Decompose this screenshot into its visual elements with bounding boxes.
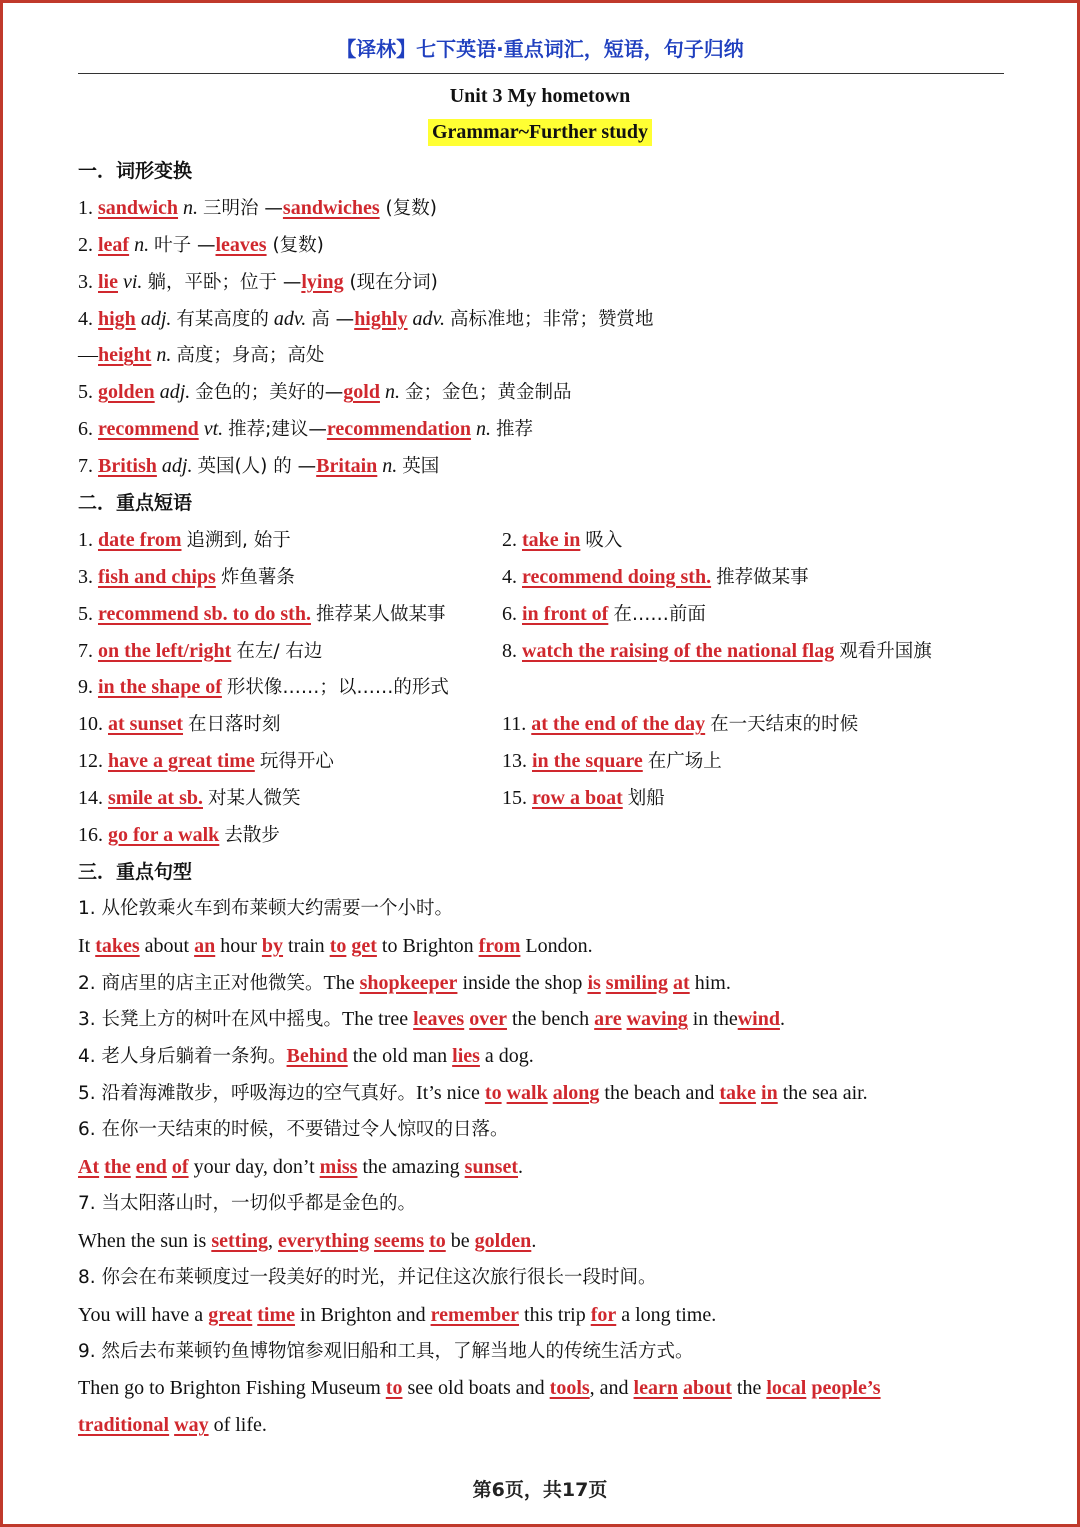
sentence-text: . <box>518 1156 524 1179</box>
section-subtitle: Grammar~Further study <box>428 119 652 146</box>
phrase-item: 13. in the square 在广场上 <box>502 750 722 773</box>
word-form-item: 3. lie vi. 躺，平卧；位于 —lying (现在分词) <box>78 270 438 293</box>
sentence-chinese: 9. 然后去布莱顿钓鱼博物馆参观旧船和工具，了解当地人的传统生活方式。 <box>78 1340 694 1362</box>
content <box>78 153 1018 1444</box>
answer: way <box>174 1414 209 1437</box>
section-word-forms-heading: 一．词形变换 <box>78 160 193 182</box>
answer: great <box>208 1303 253 1326</box>
word-form-item: 4. high adj. 有某高度的 adv. 高 —highly adv. 高标准地；非常；赞赏地 <box>78 307 654 330</box>
answer: Britain <box>316 455 378 478</box>
phrase-row <box>78 669 1018 706</box>
answer: British <box>98 455 157 478</box>
answer: sandwich <box>98 196 179 219</box>
answer: get <box>351 934 377 957</box>
sentence-text: the bench <box>506 1008 595 1031</box>
sentence-text: the beach and <box>599 1082 720 1105</box>
answer: recommendation <box>326 418 471 441</box>
phrase-item: 14. smile at sb. 对某人微笑 <box>78 787 301 810</box>
phrase-item: 8. watch the raising of the national flag 观看升国旗 <box>502 639 932 662</box>
sentence-chinese: 6. 在你一天结束的时候，不要错过令人惊叹的日落。 <box>78 1119 509 1141</box>
sentence-english <box>78 1149 1018 1186</box>
answer: the <box>104 1156 131 1179</box>
answer: miss <box>319 1156 358 1179</box>
phrase-item: 11. at the end of the day 在一天结束的时候 <box>502 713 859 736</box>
answer: leaf <box>98 233 130 256</box>
sentence-text: . <box>779 1008 785 1031</box>
answer: traditional <box>78 1414 170 1437</box>
phrase-item: 6. in front of 在……前面 <box>502 602 706 625</box>
section-sentences-heading: 三．重点句型 <box>78 860 193 883</box>
header-divider <box>78 73 1004 74</box>
answer: time <box>257 1303 296 1326</box>
answer: about <box>682 1377 732 1400</box>
answer: walk <box>506 1082 548 1105</box>
answer: at <box>673 971 690 994</box>
answer: take <box>719 1082 757 1105</box>
answer: is <box>587 971 601 994</box>
answer: seems <box>374 1229 425 1252</box>
sentence-text: It <box>78 934 96 957</box>
phrase-row <box>78 633 1018 670</box>
sentence-text: in Brighton and <box>295 1303 431 1326</box>
sentence-text: hour <box>215 934 262 957</box>
sentence-text: in the <box>687 1008 738 1031</box>
phrase-item: 4. recommend doing sth. 推荐做某事 <box>502 565 809 588</box>
phrase-row <box>78 596 1018 633</box>
answer: takes <box>95 934 140 957</box>
answer: high <box>98 307 136 330</box>
sentence-text: the amazing <box>357 1156 465 1179</box>
answer: to <box>385 1377 403 1400</box>
word-form-item: 1. sandwich n. 三明治 —sandwiches (复数) <box>78 196 437 219</box>
answer: end <box>135 1156 167 1179</box>
answer: shopkeeper <box>359 971 458 994</box>
answer: wind <box>737 1008 780 1031</box>
phrase-item: 9. in the shape of 形状像……；以……的形式 <box>78 676 449 699</box>
answer: golden <box>98 381 155 404</box>
answer: golden <box>474 1229 532 1252</box>
sentence-item: 5. 沿着海滩散步，呼吸海边的空气真好。It’s nice to walk along the beach and take in the sea air. <box>78 1082 868 1105</box>
sentence-text: a dog. <box>479 1045 534 1068</box>
word-form-item: 2. leaf n. 叶子 —leaves (复数) <box>78 233 324 256</box>
sentence-english <box>78 1407 1018 1444</box>
answer: over <box>469 1008 507 1031</box>
sentence-item: 4. 老人身后躺着一条狗。Behind the old man lies a dog. <box>78 1045 534 1068</box>
sentence-chinese: 7. 当太阳落山时，一切似乎都是金色的。 <box>78 1192 417 1214</box>
phrase-item: 12. have a great time 玩得开心 <box>78 750 334 773</box>
sentence-text: It’s nice <box>416 1082 485 1105</box>
sentence-text: the <box>731 1377 767 1400</box>
answer: from <box>478 934 521 957</box>
answer: are <box>594 1008 622 1031</box>
sentence-text: . <box>531 1229 537 1252</box>
answer: gold <box>343 381 380 404</box>
sentence-text: You will have a <box>78 1303 209 1326</box>
phrase-item: 2. take in 吸入 <box>502 528 623 551</box>
sentence-text: London. <box>520 934 593 957</box>
section-phrases-heading: 二．重点短语 <box>78 492 193 515</box>
phrase-row <box>78 743 1018 780</box>
answer: setting <box>211 1229 268 1252</box>
answer: lies <box>452 1045 480 1068</box>
sentence-text: to Brighton <box>376 934 479 957</box>
answer: smiling <box>605 971 669 994</box>
sentence-text: The <box>323 971 360 994</box>
answer: tools <box>549 1377 590 1400</box>
answer: lying <box>301 270 344 293</box>
answer: At <box>78 1156 100 1179</box>
sentence-english <box>78 1297 1018 1334</box>
answer: people’s <box>811 1377 881 1400</box>
sentence-english <box>78 1370 1018 1407</box>
sentence-text: a long time. <box>616 1303 717 1326</box>
sentence-text: your day, don’t <box>188 1156 320 1179</box>
answer: height <box>98 344 152 367</box>
phrase-item: 15. row a boat 划船 <box>502 787 665 810</box>
sentence-text: about <box>139 934 195 957</box>
answer: to <box>329 934 347 957</box>
unit-title: Unit 3 My hometown <box>449 85 631 107</box>
answer: along <box>552 1082 600 1105</box>
sentence-text: Then go to Brighton Fishing Museum <box>78 1377 386 1400</box>
sentence-text: this trip <box>519 1303 591 1326</box>
sentence-text: see old boats and <box>402 1377 550 1400</box>
sentence-english <box>78 928 1018 965</box>
page-header: 【译林】七下英语·重点词汇，短语，句子归纳 <box>336 37 744 61</box>
sentence-text: him. <box>689 971 731 994</box>
answer: learn <box>633 1377 678 1400</box>
answer: by <box>261 934 284 957</box>
word-form-item: 7. British adj. 英国(人) 的 —Britain n. 英国 <box>78 455 440 478</box>
answer: leaves <box>215 233 267 256</box>
answer: highly <box>354 307 408 330</box>
answer: lie <box>98 270 118 293</box>
phrase-row <box>78 817 1018 854</box>
answer: recommend <box>98 418 199 441</box>
sentence-chinese: 8. 你会在布莱顿度过一段美好的时光，并记住这次旅行很长一段时间。 <box>78 1266 657 1288</box>
sentence-item: 3. 长凳上方的树叶在风中摇曳。The tree leaves over the bench are waving in thewind. <box>78 1008 785 1031</box>
answer: sunset <box>464 1156 519 1179</box>
sentence-text: be <box>445 1229 475 1252</box>
answer: of <box>171 1156 189 1179</box>
answer: to <box>429 1229 446 1252</box>
word-form-item: —height n. 高度；身高；高处 <box>78 344 325 367</box>
phrase-item: 5. recommend sb. to do sth. 推荐某人做某事 <box>78 602 446 625</box>
page-number: 第6页，共17页 <box>472 1479 608 1501</box>
phrase-item: 16. go for a walk 去散步 <box>78 824 280 847</box>
phrase-row <box>78 522 1018 559</box>
phrase-item: 3. fish and chips 炸鱼薯条 <box>78 565 295 588</box>
sentence-text: The tree <box>342 1008 414 1031</box>
phrase-row <box>78 559 1018 596</box>
sentence-item: 2. 商店里的店主正对他微笑。The shopkeeper inside the shop is smiling at him. <box>78 971 731 994</box>
answer: Behind <box>286 1045 348 1068</box>
answer: local <box>766 1377 807 1400</box>
sentence-english <box>78 1223 1018 1260</box>
phrase-item: 7. on the left/right 在左/ 右边 <box>78 639 323 662</box>
sentence-text: inside the shop <box>457 971 588 994</box>
sentence-text: of life. <box>208 1414 267 1437</box>
answer: sandwiches <box>282 196 380 219</box>
answer: remember <box>430 1303 520 1326</box>
phrase-item: 10. at sunset 在日落时刻 <box>78 713 281 736</box>
phrase-item: 1. date from 追溯到, 始于 <box>78 528 291 551</box>
word-form-item: 5. golden adj. 金色的；美好的—gold n. 金；金色；黄金制品 <box>78 381 572 404</box>
sentence-text: , and <box>589 1377 634 1400</box>
answer: an <box>194 934 216 957</box>
answer: for <box>590 1303 617 1326</box>
word-form-item: 6. recommend vt. 推荐;建议—recommendation n. 推荐 <box>78 418 533 441</box>
answer: leaves <box>413 1008 465 1031</box>
sentence-text: the sea air. <box>777 1082 868 1105</box>
sentence-chinese: 1. 从伦敦乘火车到布莱顿大约需要一个小时。 <box>78 897 454 919</box>
sentence-text: , <box>267 1229 278 1252</box>
phrase-row <box>78 780 1018 817</box>
sentence-text: the old man <box>347 1045 453 1068</box>
answer: everything <box>277 1229 370 1252</box>
answer: to <box>484 1082 502 1105</box>
sentence-text: train <box>283 934 330 957</box>
answer: waving <box>626 1008 688 1031</box>
phrase-row <box>78 706 1018 743</box>
sentence-text: When the sun is <box>78 1229 212 1252</box>
answer: in <box>761 1082 778 1105</box>
